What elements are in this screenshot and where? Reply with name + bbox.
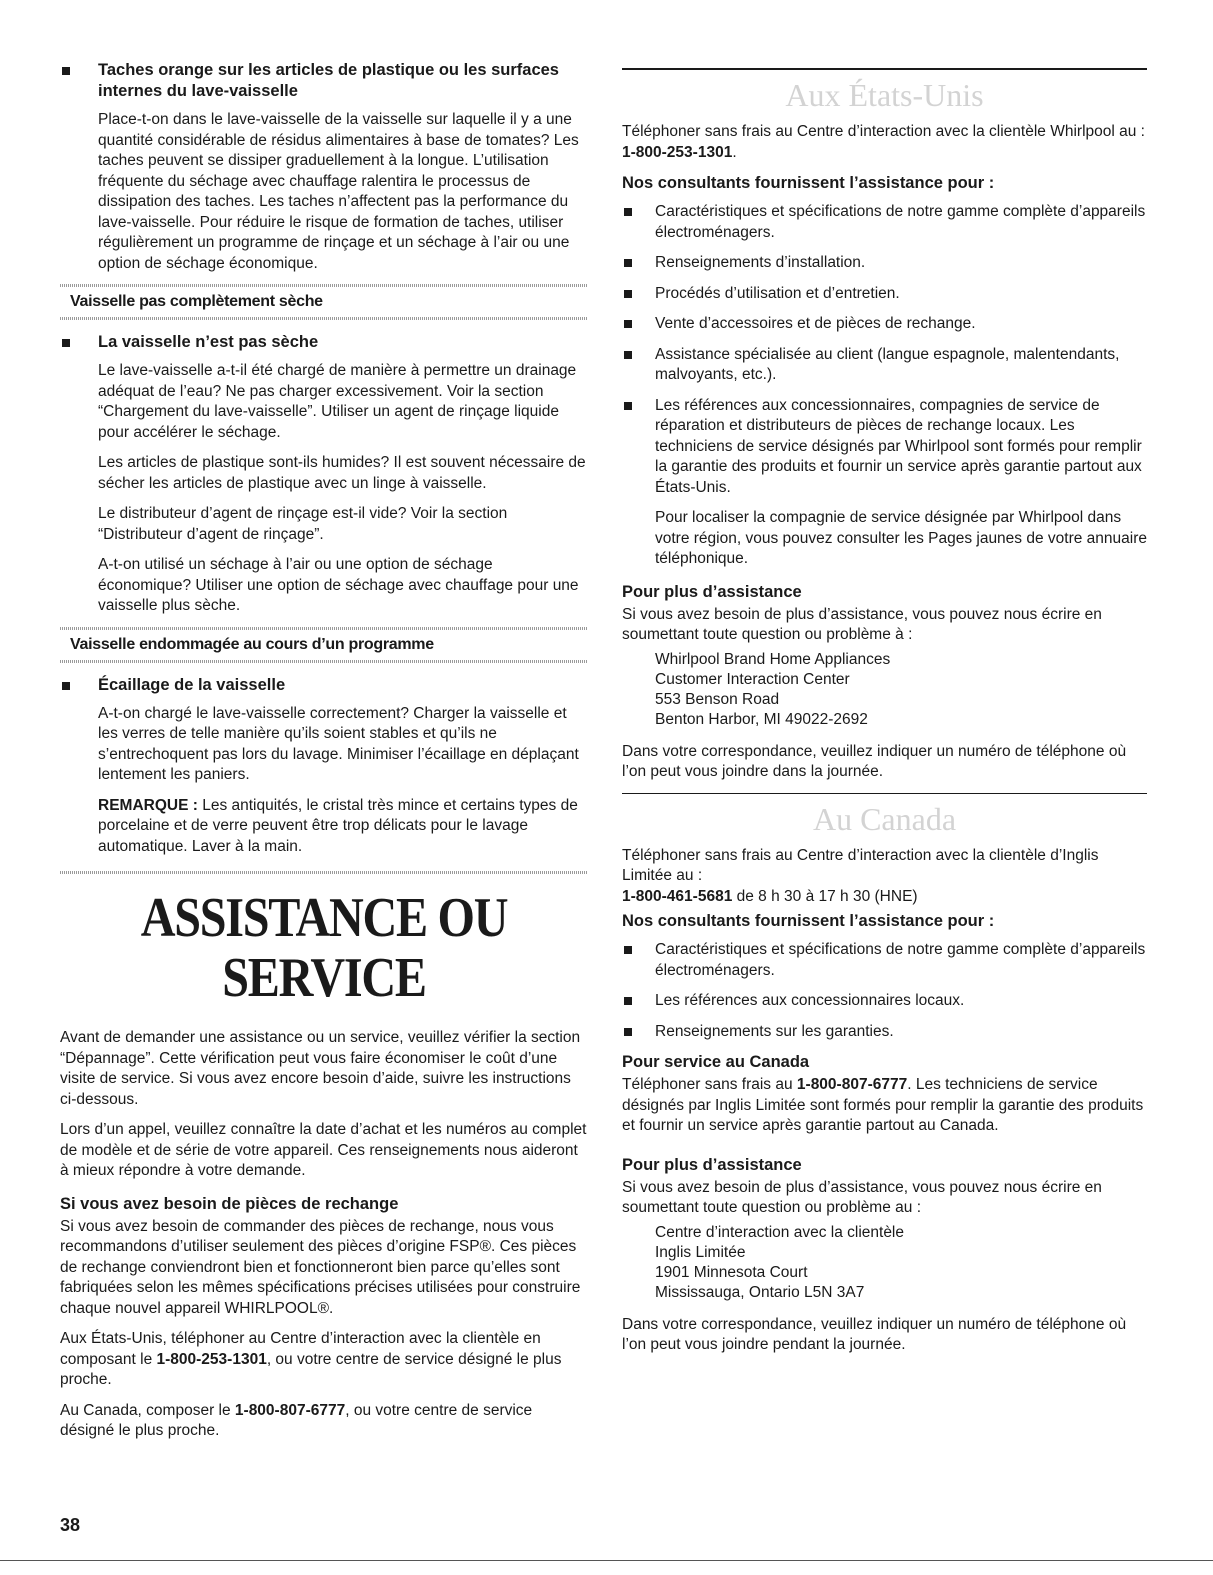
ca-service-phone: 1-800-807-6777 [796,1076,908,1093]
us-parts-pre: Aux États-Unis, téléphoner au Centre d’interaction avec la clientèle en composant le [60,1330,541,1368]
ca-address-line: 1901 Minnesota Court [655,1263,808,1281]
bottom-rule [0,1560,1213,1561]
orange-stains-heading: Taches orange sur les articles de plastique ou les surfaces internes du lave-vaisselle [60,60,588,102]
parts-heading: Si vous avez besoin de pièces de rechange [60,1194,399,1213]
ca-service-post: . Les techniciens de service désignés par Inglis Limitée sont formés pour remplir la garantie des produits et fournir un service après garantie partout au Canada. [622,1076,1144,1134]
ca-bullet-3: Renseignements sur les garanties. [622,1022,1147,1043]
ca-address-line: Mississauga, Ontario L5N 3A7 [655,1283,865,1301]
us-address-line: 553 Benson Road [655,690,780,708]
us-call-text [622,122,1147,163]
parts-text: Si vous avez besoin de commander des pièces de rechange, nous vous recommandons d’utiliser seulement des pièces d’origine FSP®. Ces pièces de rechange conviendront bien et fonctionneront bien parce qu’elles sont fabriquées selon les mêmes spécifications précises utilisées pour construire chaque nouvel appareil WHIRLPOOL®. [60,1217,581,1317]
intro-paragraph-2: Lors d’un appel, veuillez connaître la date d’achat et les numéros au complet de modèle et de série de votre appareil. Ces renseignements nous aideront à mieux répondre à votre demande. [60,1121,587,1179]
us-bullet-4: Vente d’accessoires et de pièces de rechange. [622,314,1147,335]
chipping-heading: Écaillage de la vaisselle [60,675,588,696]
not-dry-heading: La vaisselle n’est pas sèche [60,332,588,353]
us-bullet-2: Renseignements d’installation. [622,253,1147,274]
us-call-phone: 1-800-253-1301 [622,143,733,161]
ca-parts-text [60,1401,588,1442]
note-text: Les antiquités, le cristal très mince et certains types de porcelaine et de verre peuvent être trop délicats pour le lavage automatique. Laver à la main. [98,796,578,855]
left-column [60,60,588,1452]
not-dry-p1: Le lave-vaisselle a-t-il été chargé de manière à permettre un drainage adéquat de l’eau? Ne pas charger excessivement. Voir la section “Chargement du lave-vaisselle”. Utiliser un agent de rinçage liquide pour accélérer le séchage. [98,362,577,441]
ca-bullet-2: Les références aux concessionnaires locaux. [622,991,1147,1012]
ca-service-pre: Téléphoner sans frais au [622,1076,797,1093]
ca-parts-phone: 1-800-807-6777 [234,1401,346,1419]
not-dry-section-title: Vaisselle pas complètement sèche [60,284,588,320]
note-label: REMARQUE : [98,796,198,814]
ca-bullet-1: Caractéristiques et spécifications de notre gamme complète d’appareils électroménagers. [622,940,1147,981]
us-more-text: Si vous avez besoin de plus d’assistance, vous pouvez nous écrire en soumettant toute question ou problème à : [622,605,1102,643]
us-bullet-3: Procédés d’utilisation et d’entretien. [622,284,1147,305]
ca-top-rule [622,793,1147,794]
ca-title: Au Canada [812,800,957,837]
right-column [622,60,1147,1366]
ca-closing: Dans votre correspondance, veuillez indiquer un numéro de téléphone où l’on peut vous joindre pendant la journée. [622,1315,1127,1353]
us-address-line: Whirlpool Brand Home Appliances [655,650,891,668]
us-address-line: Customer Interaction Center [655,670,850,688]
not-dry-p4: A-t-on utilisé un séchage à l’air ou une option de séchage économique? Utiliser une option de séchage avec chauffage pour une vaisselle plus sèche. [98,556,579,614]
us-bullet-6: Les références aux concessionnaires, compagnies de service de réparation et distributeurs de pièces de rechange locaux. Les techniciens de service désignés par Whirlpool sont formés pour remplir la garantie des produits et fournir un service après garantie partout aux États-Unis. [622,396,1147,499]
us-top-rule [622,68,1147,70]
chipping-p1: A-t-on chargé le lave-vaisselle correctement? Charger la vaisselle et les verres de telle manière qu’ils soient stables et qu’ils ne s’entrechoquent pas lors du lavage. Minimiser l’écaillage en déplaçant lentement les paniers. [98,704,579,783]
us-parts-post: , ou votre centre de service désigné le plus proche. [60,1350,562,1388]
ca-parts-post: , ou votre centre de service désigné le plus proche. [60,1401,533,1439]
ca-call-text: Téléphoner sans frais au Centre d’interaction avec la clientèle d’Inglis Limitée au : [622,846,1099,884]
us-closing: Dans votre correspondance, veuillez indiquer un numéro de téléphone où l’on peut vous joindre dans la journée. [622,742,1127,780]
us-title: Aux États-Unis [785,77,984,113]
ca-service-heading: Pour service au Canada [622,1053,810,1071]
damaged-section-title: Vaisselle endommagée au cours d’un programme [60,627,588,663]
us-locate-text: Pour localiser la compagnie de service désignée par Whirlpool dans votre région, vous pouvez consulter les Pages jaunes de votre annuaire téléphonique. [655,509,1147,567]
us-consultants-heading: Nos consultants fournissent l’assistance pour : [622,174,995,192]
not-dry-p3: Le distributeur d’agent de rinçage est-il vide? Voir la section “Distributeur d’agent de rinçage”. [98,505,508,543]
ca-more-text: Si vous avez besoin de plus d’assistance, vous pouvez nous écrire en soumettant toute question ou problème au : [622,1178,1102,1216]
us-address [622,650,1147,730]
us-bullet-1: Caractéristiques et spécifications de notre gamme complète d’appareils électroménagers. [622,202,1147,243]
us-call-pre: Téléphoner sans frais au Centre d’interaction avec la clientèle Whirlpool au : [622,123,1145,140]
ca-parts-pre: Au Canada, composer le [60,1401,235,1419]
ca-address-line: Centre d’interaction avec la clientèle [655,1223,904,1241]
main-title: ASSISTANCE OU SERVICE [140,887,508,1009]
us-call-post: . [732,143,737,161]
orange-stains-text: Place-t-on dans le lave-vaisselle de la vaisselle sur laquelle il y a une quantité considérable de résidus alimentaires à base de tomates? Les taches peuvent se dissiper graduellement à la longue. L’utilisation fréquente du séchage avec chauffage ralentira le processus de dissipation des taches. Les taches n’affectent pas la performance du lave-vaisselle. Pour réduire le risque de formation de taches, utiliser régulièrement un programme de rinçage et un séchage à l’air ou une option de séchage économique. [98,111,579,272]
us-more-heading: Pour plus d’assistance [622,582,802,601]
ca-service-text [622,1075,1147,1137]
ca-consultants-heading: Nos consultants fournissent l’assistance pour : [622,912,995,930]
ca-call-line [622,887,1147,908]
chipping-note [60,796,588,858]
us-address-line: Benton Harbor, MI 49022-2692 [655,710,868,728]
divider [60,871,588,874]
ca-call-phone: 1-800-461-5681 [622,887,733,905]
ca-more-heading: Pour plus d’assistance [622,1155,802,1174]
ca-call-hours: de 8 h 30 à 17 h 30 (HNE) [732,887,918,905]
page-number: 38 [60,1515,81,1535]
us-bullet-5: Assistance spécialisée au client (langue espagnole, malentendants, malvoyants, etc.). [622,345,1147,386]
us-parts-text [60,1329,588,1391]
ca-address-line: Inglis Limitée [655,1243,746,1261]
us-parts-phone: 1-800-253-1301 [156,1350,267,1368]
intro-paragraph-1: Avant de demander une assistance ou un service, veuillez vérifier la section “Dépannage”. Cette vérification peut vous faire économiser le coût d’une visite de service. Si vous avez encore besoin d’aide, suivre les instructions ci-dessous. [60,1029,581,1108]
ca-address [622,1223,1147,1303]
not-dry-p2: Les articles de plastique sont-ils humides? Il est souvent nécessaire de sécher les articles de plastique avec un linge à vaisselle. [98,454,586,492]
